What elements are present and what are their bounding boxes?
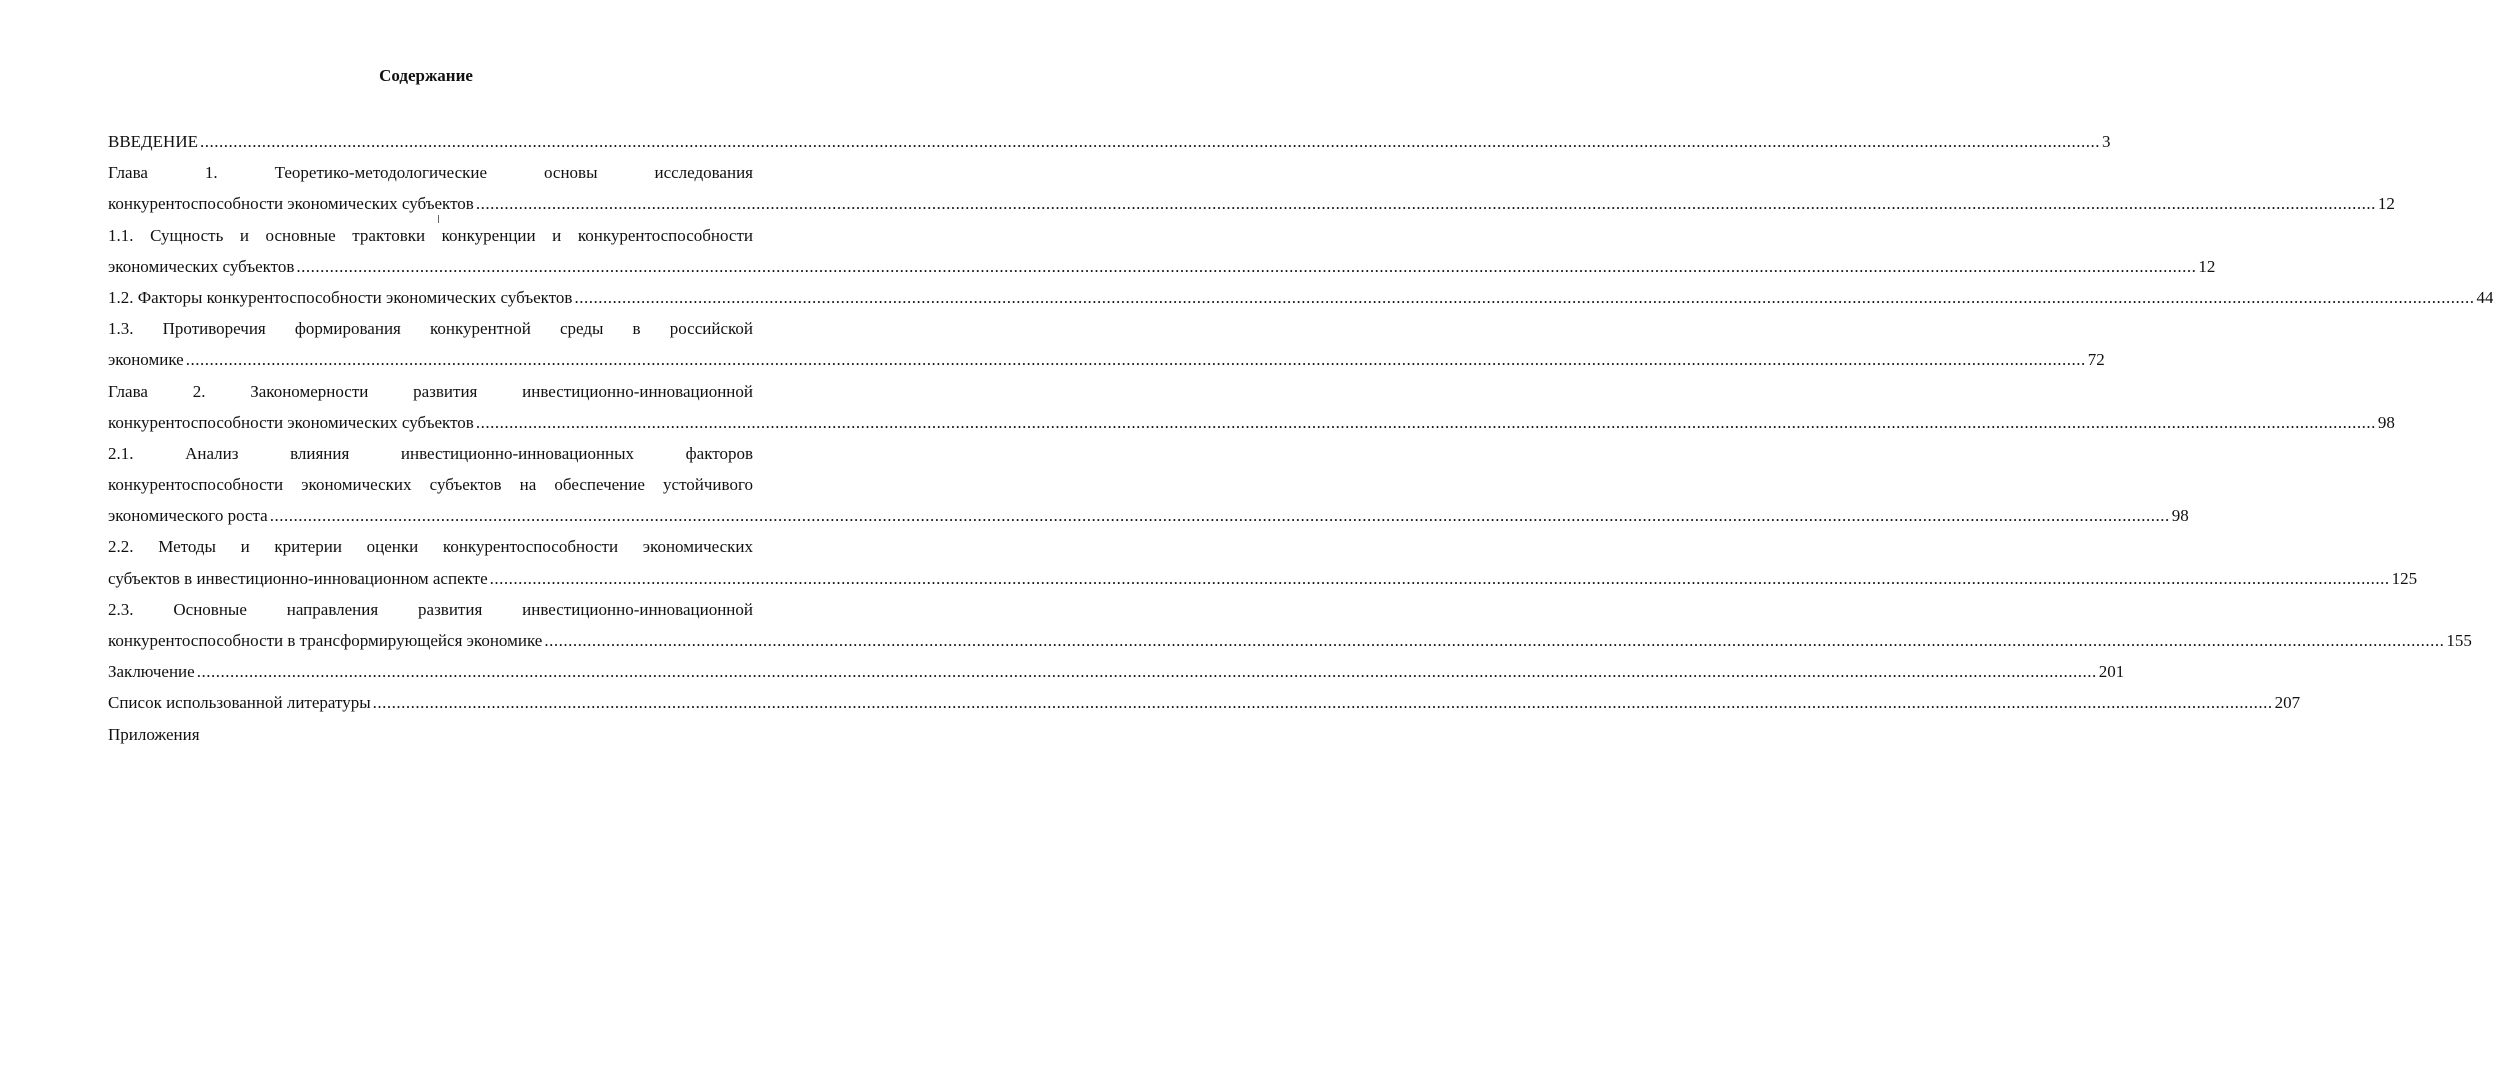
toc-entry	[108, 594, 2472, 656]
toc-entry-line	[108, 344, 2105, 375]
toc-entry-text: 1.2. Факторы конкурентоспособности экономических субъектов	[108, 287, 573, 307]
toc-entry-line	[108, 251, 2216, 282]
toc-entry-line: 1.3. Противоречия формирования конкурентной среды в российской	[108, 319, 753, 339]
toc-entry-line	[108, 625, 2472, 656]
toc-entry	[108, 220, 2216, 282]
toc-entry	[108, 126, 2111, 157]
toc-entry	[108, 282, 2493, 313]
toc-page-number: 98	[2171, 506, 2189, 526]
toc-entry-line: конкурентоспособности экономических субъектов на обеспечение устойчивого	[108, 475, 753, 495]
toc-entry	[108, 438, 2189, 532]
dot-leader: ................................................................................................................................................................................................................................................................................................................................................................................................................	[574, 287, 2475, 307]
toc-entry-line	[108, 656, 2125, 687]
toc-entry-line	[108, 188, 2395, 219]
toc-entry-line: 2.1. Анализ влияния инвестиционно-инновационных факторов	[108, 443, 753, 463]
toc-page-number: 207	[2274, 693, 2301, 713]
toc-entry-text: Заключение	[108, 662, 195, 682]
toc-page-number: 12	[2198, 256, 2216, 276]
toc-entry-text: ВВЕДЕНИЕ	[108, 132, 198, 151]
dot-leader: ................................................................................................................................................................................................................................................................................................................................................................................................................	[296, 256, 2197, 276]
toc-entry-text: Список использованной литературы	[108, 693, 371, 713]
toc-entry-line: Приложения	[108, 724, 200, 744]
dot-leader: ................................................................................................................................................................................................................................................................................................................................................................................................................	[196, 662, 2097, 682]
toc-entry	[108, 687, 2301, 718]
toc-entry-line	[108, 500, 2189, 531]
toc-entry-line: 2.2. Методы и критерии оценки конкурентоспособности экономических	[108, 537, 753, 557]
toc-page-number: 98	[2377, 412, 2395, 432]
toc-entry-line: 2.3. Основные направления развития инвестиционно-инновационной	[108, 599, 753, 619]
toc-page-number: 125	[2391, 568, 2418, 588]
toc-entry	[108, 531, 2418, 593]
dot-leader: ................................................................................................................................................................................................................................................................................................................................................................................................................	[475, 194, 2376, 214]
toc-page-number: 44	[2476, 287, 2493, 307]
toc-entry-line	[108, 126, 2111, 157]
toc-entry-line: Глава 1. Теоретико-методологические основы исследования	[108, 163, 753, 183]
toc-entry	[108, 656, 2125, 687]
toc-page-number: 155	[2446, 631, 2472, 650]
toc-page-number: 72	[2087, 350, 2105, 370]
dot-leader: ................................................................................................................................................................................................................................................................................................................................................................................................................	[372, 693, 2273, 713]
toc-entry-text: конкурентоспособности экономических субъектов	[108, 194, 474, 214]
toc-entry-line: 1.1. Сущность и основные трактовки конкуренции и конкурентоспособности	[108, 225, 753, 245]
dot-leader: ................................................................................................................................................................................................................................................................................................................................................................................................................	[489, 568, 2390, 588]
toc-entry	[108, 376, 2395, 438]
toc-entry-line: Глава 2. Закономерности развития инвестиционно-инновационной	[108, 381, 753, 401]
toc-entry	[108, 719, 753, 750]
toc-entry-text: конкурентоспособности экономических субъектов	[108, 412, 474, 432]
dot-leader: ................................................................................................................................................................................................................................................................................................................................................................................................................	[269, 506, 2170, 526]
toc-entry-text: субъектов в инвестиционно-инновационном аспекте	[108, 568, 488, 588]
toc-page-number: 201	[2098, 662, 2125, 682]
toc-page-number: 3	[2101, 132, 2111, 151]
toc-entry	[108, 313, 2105, 375]
toc-entry	[108, 157, 2395, 219]
toc-entry-line	[108, 563, 2418, 594]
page-title: Содержание	[379, 66, 473, 85]
dot-leader: ................................................................................................................................................................................................................................................................................................................................................................................................................	[185, 350, 2086, 370]
toc-page-number: 12	[2377, 194, 2395, 214]
table-of-contents	[108, 126, 2493, 750]
toc-entry-text: конкурентоспособности в трансформирующейся экономике	[108, 631, 543, 650]
dot-leader: ................................................................................................................................................................................................................................................................................................................................................................................................................	[199, 132, 2100, 151]
toc-entry-text: экономических субъектов	[108, 256, 295, 276]
dot-leader: ................................................................................................................................................................................................................................................................................................................................................................................................................	[544, 631, 2445, 650]
toc-entry-text: экономике	[108, 350, 184, 370]
dot-leader: ................................................................................................................................................................................................................................................................................................................................................................................................................	[475, 412, 2376, 432]
toc-entry-line	[108, 282, 2493, 313]
toc-entry-text: экономического роста	[108, 506, 268, 526]
toc-entry-line	[108, 687, 2301, 718]
toc-entry-line	[108, 407, 2395, 438]
